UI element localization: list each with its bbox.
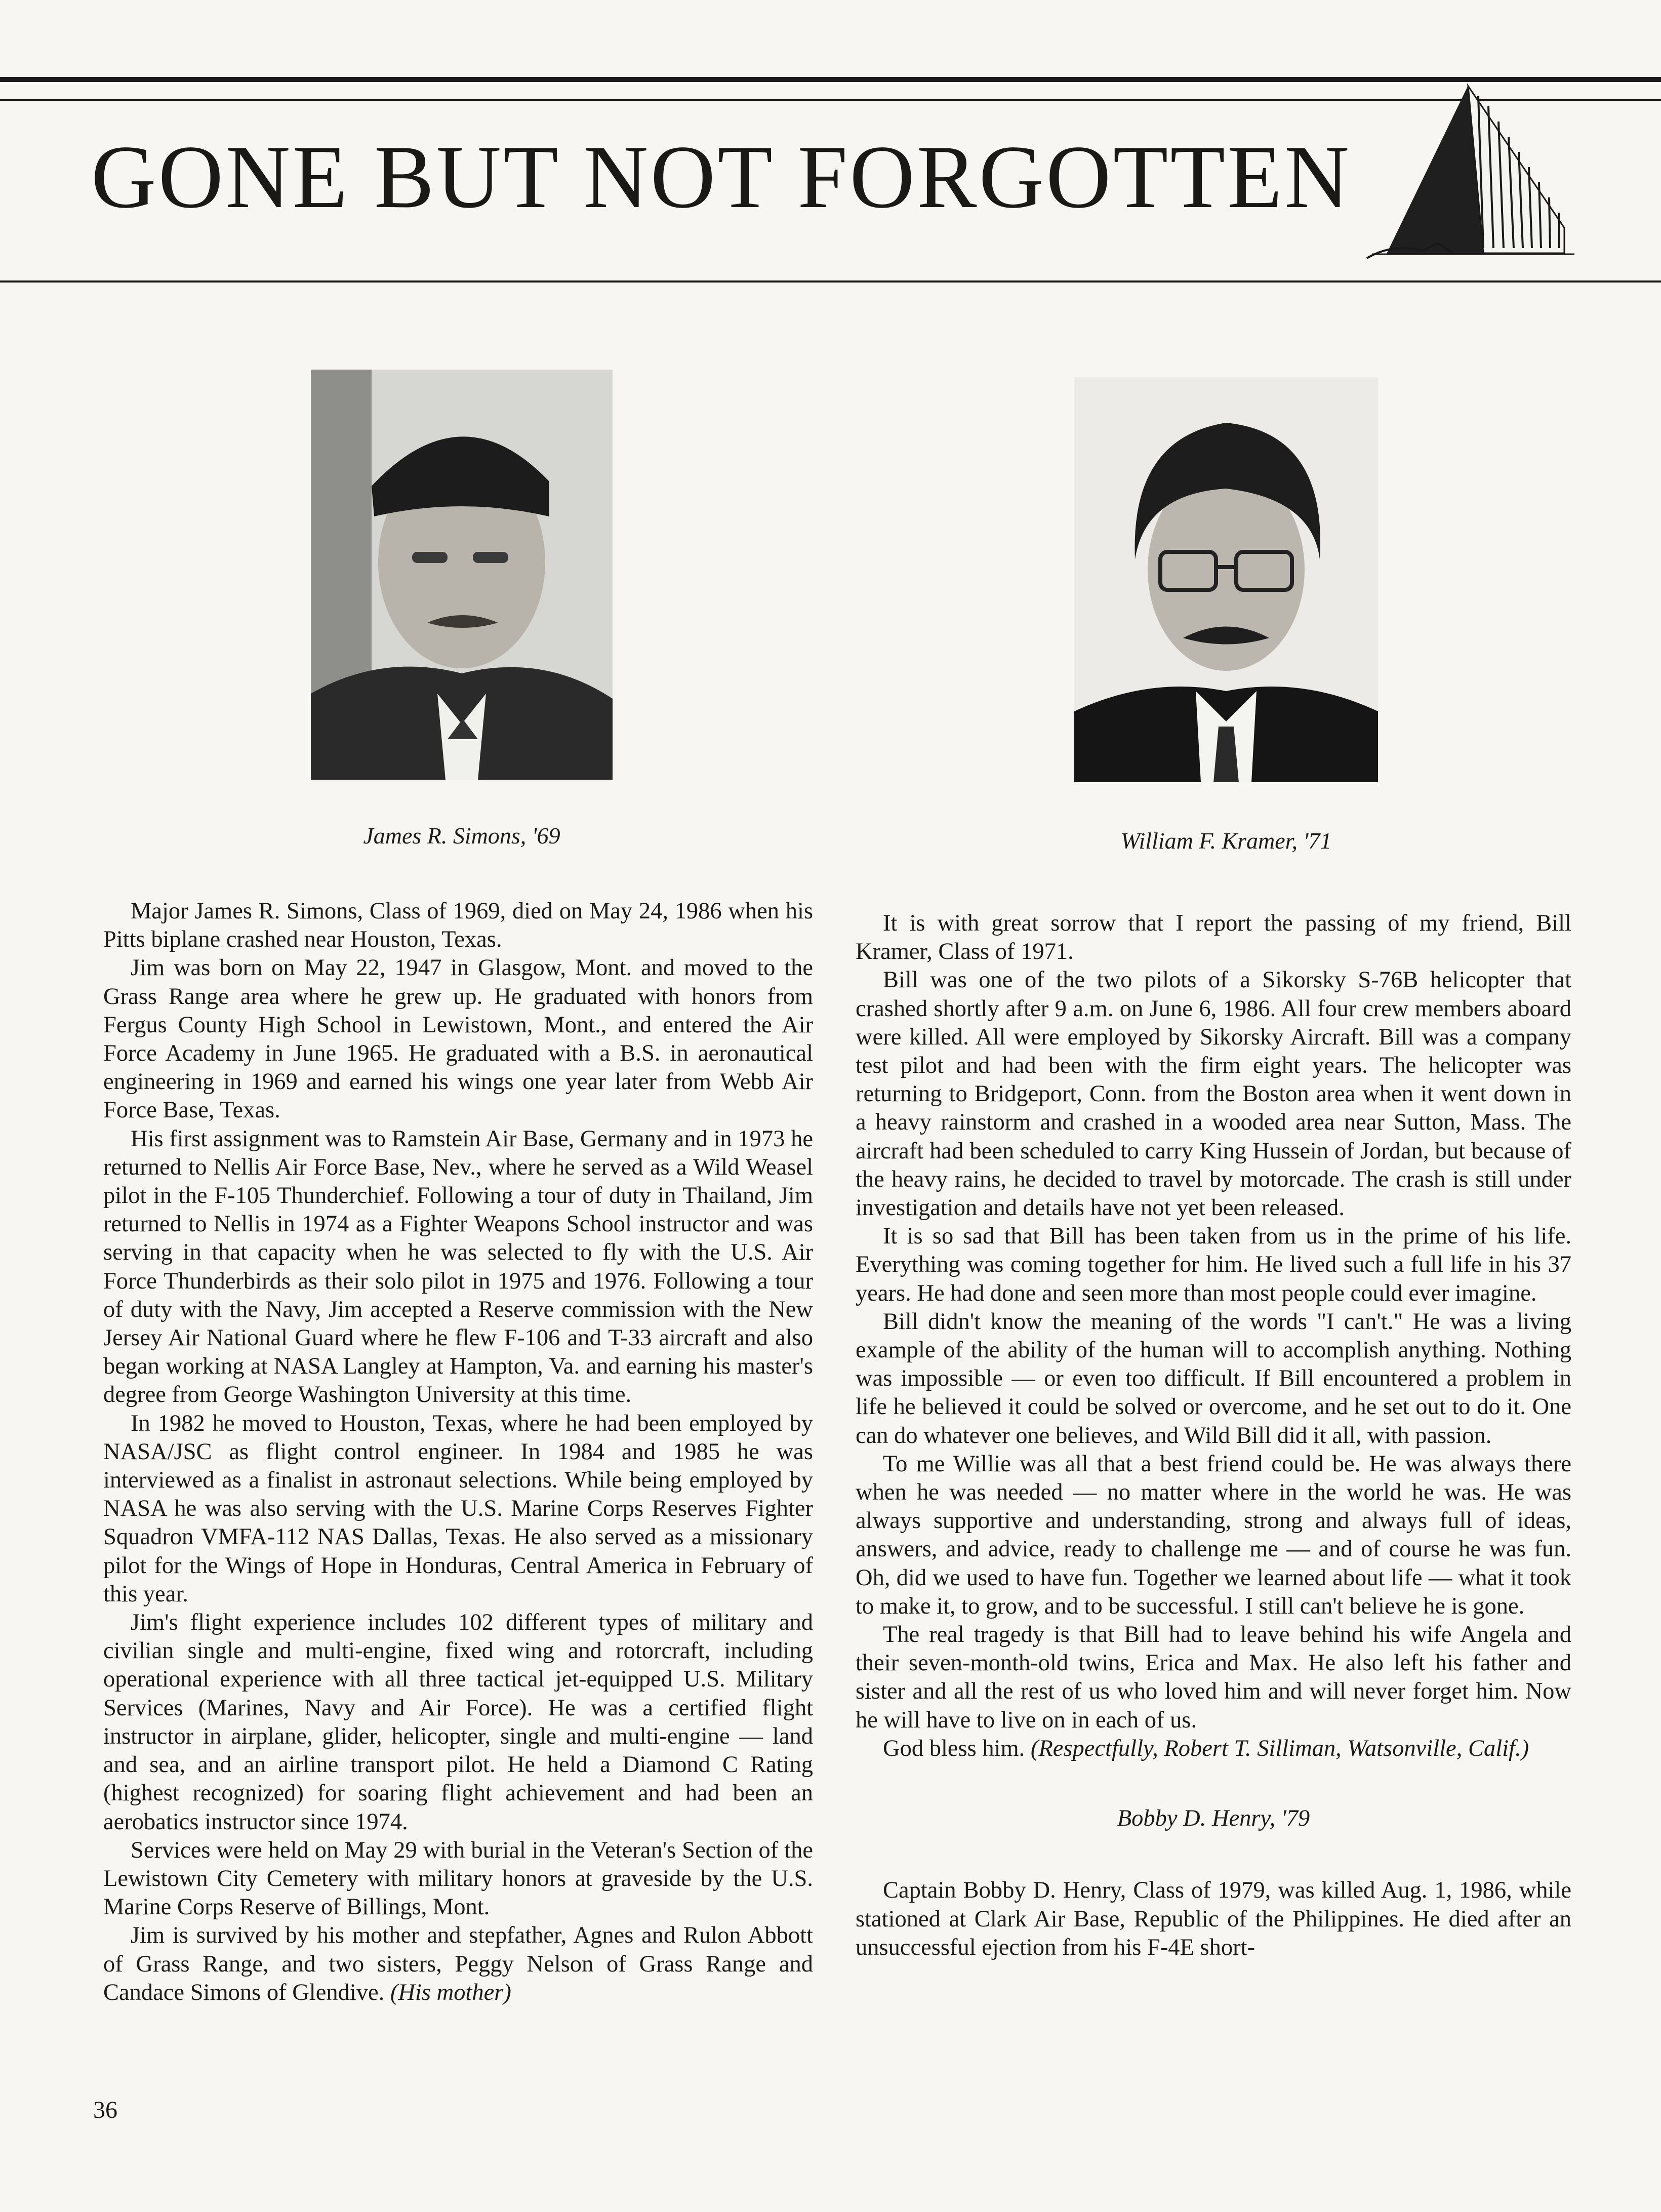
caption-simons: James R. Simons, '69 [363,823,560,849]
paragraph [103,1921,813,2007]
subheading-henry: Bobby D. Henry, '79 [1117,1805,1310,1832]
paragraph: Bill was one of the two pilots of a Sikorsky S-76B helicopter that crashed shortly after 9 a.m. on June 6, 1986. All four crew members aboard were killed. All were employed by Sikorsky Aircraft. Bill was a company test pilot and had been with the firm eight years. The helicopter was returning to Bridgeport, Conn. from the Boston area when it went down in a heavy rainstorm and crashed in a wooded area near Sutton, Mass. The aircraft had been scheduled to carry King Hussein of Jordan, but because of the heavy rains, he decided to travel by motorcade. The crash is still under investigation and details have not yet been released. [856,967,1571,1221]
paragraph: Bill didn't know the meaning of the words "I can't." He was a living example of the ability of the human will to accomplish anything. Nothing was impossible — or even too difficult. If Bill encountered a problem in life he believed it could be solved or overcome, and he set out to do it. One can do whatever one believes, and Wild Bill did it all, with passion. [856,1308,1571,1449]
paragraph: Major James R. Simons, Class of 1969, died on May 24, 1986 when his Pitts biplane crashed near Houston, Texas. [103,898,813,953]
paragraph: In 1982 he moved to Houston, Texas, where he had been employed by NASA/JSC as flight control engineer. In 1984 and 1985 he was interviewed as a finalist in astronaut selections. While being employed by NASA he was also serving with the U.S. Marine Corps Reserves Fighter Squadron VMFA-112 NAS Dallas, Texas. He also served as a missionary pilot for the Wings of Hope in Honduras, Central America in February of this year. [103,1410,813,1607]
paragraph: To me Willie was all that a best friend could be. He was always there when he was needed — no matter where in the world he was. He was always supportive and understanding, strong and always full of ideas, answers, and advice, ready to challenge me — and of course he was fun. Oh, did we used to have fun. Together we learned about life — what it took to make it, to grow, and to be successful. I still can't believe he is gone. [856,1451,1571,1619]
paragraph: The real tragedy is that Bill had to leave behind his wife Angela and their seven-month-old twins, Erica and Max. He also left his father and sister and all the rest of us who loved him and will never forget him. Now he will have to live on in each of us. [856,1622,1571,1733]
portrait-photo-kramer [1074,377,1378,782]
header-bottom-rule [0,280,1661,283]
page-title: GONE BUT NOT FORGOTTEN [91,127,1352,227]
paragraph: Captain Bobby D. Henry, Class of 1979, was killed Aug. 1, 1986, while stationed at Clark Air Base, Republic of the Philippines. He died after an unsuccessful ejection from his F-4E short- [856,1877,1571,1960]
portrait-photo-simons [311,370,613,780]
signature: (Respectfully, Robert T. Silliman, Watsonville, Calif.) [1030,1735,1529,1761]
paragraph: It is with great sorrow that I report the passing of my friend, Bill Kramer, Class of 1971. [856,910,1571,965]
paragraph-text: Jim is survived by his mother and stepfather, Agnes and Rulon Abbott of Grass Range, and two sisters, Peggy Nelson of Grass Range and Candace Simons of Glendive. [103,1922,813,2005]
page-number: 36 [93,2097,117,2123]
caption-kramer: William F. Kramer, '71 [1120,828,1332,854]
paragraph: Jim's flight experience includes 102 different types of military and civilian single and multi-engine, fixed wing and rotorcraft, including operational experience with all three tactical jet-equipped U.S. Military Services (Marines, Navy and Air Force). He was a certified flight instructor in airplane, glider, helicopter, single and multi-engine — land and sea, and an airline transport pilot. He held a Diamond C Rating (highest recognized) for soaring flight achievement and had been an aerobatics instructor since 1974. [103,1610,813,1835]
obituary-simons [103,897,813,2007]
paragraph: His first assignment was to Ramstein Air Base, Germany and in 1973 he returned to Nellis Air Force Base, Nev., where he served as a Wild Weasel pilot in the F-105 Thunderchief. Following a tour of duty in Thailand, Jim returned to Nellis in 1974 as a Fighter Weapons School instructor and was serving in that capacity when he was selected to fly with the U.S. Air Force Thunderbirds as their solo pilot in 1975 and 1976. Following a tour of duty with the Navy, Jim accepted a Reserve commission with the New Jersey Air National Guard where he flew F-106 and T-33 aircraft and also began working at NASA Langley at Hampton, Va. and earning his master's degree from George Washington University at this time. [103,1125,813,1408]
air-force-academy-chapel-icon [1362,76,1585,278]
paragraph: Jim was born on May 22, 1947 in Glasgow, Mont. and moved to the Grass Range area where he grew up. He graduated with honors from Fergus County High School in Lewistown, Mont., and entered the Air Force Academy in June 1965. He graduated with a B.S. in aeronautical engineering in 1969 and earned his wings one year later from Webb Air Force Base, Texas. [103,955,813,1123]
obituary-kramer [856,909,1571,1962]
paragraph: It is so sad that Bill has been taken from us in the prime of his life. Everything was coming together for him. He lived such a full life in his 37 years. He had done and seen more than most people could ever imagine. [856,1223,1571,1306]
paragraph-text: God bless him. [883,1735,1025,1761]
paragraph: Services were held on May 29 with burial in the Veteran's Section of the Lewistown City Cemetery with military honors at graveside by the U.S. Marine Corps Reserve of Billings, Mont. [103,1837,813,1920]
paragraph [856,1735,1571,1763]
signature: (His mother) [390,1979,511,2005]
